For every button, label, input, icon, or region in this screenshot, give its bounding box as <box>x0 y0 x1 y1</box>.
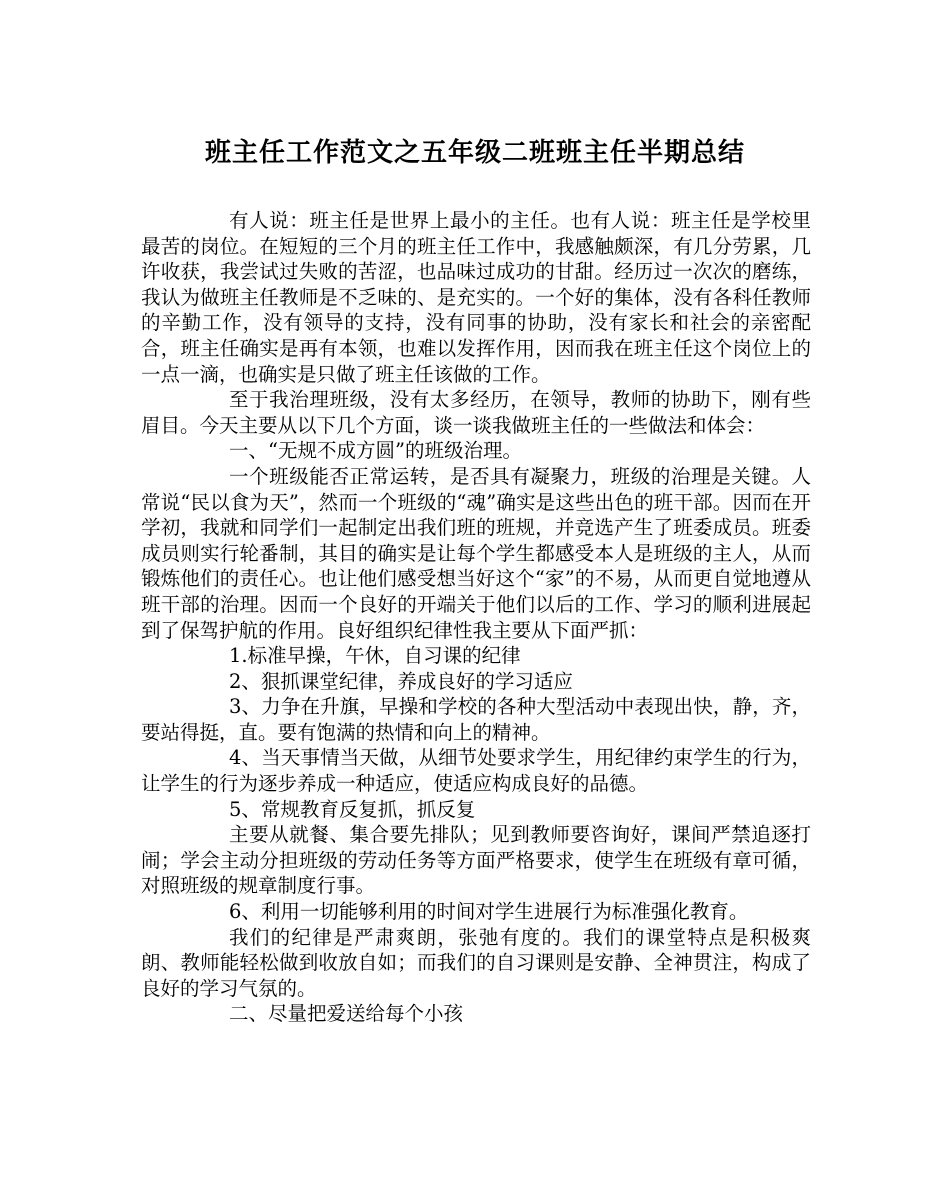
list-item: 5、常规教育反复抓，抓反复 <box>229 797 476 821</box>
section-heading: 一、“无规不成方圆”的班级治理。 <box>229 439 522 463</box>
paragraph: 主要从就餐、集合要先排队；见到教师要咨询好，课间严禁追逐打闹；学会主动分担班级的劳动任务等方面严格要求，使学生在班级有章可循，对照班级的规章制度行事。 <box>141 823 811 898</box>
paragraph: 我们的纪律是严肃爽朗，张弛有度的。我们的课堂特点是积极爽朗、教师能轻松做到收放自如；而我们的自习课则是安静、全神贯注，构成了良好的学习气氛的。 <box>141 925 811 1000</box>
paragraph: 有人说：班主任是世界上最小的主任。也有人说：班主任是学校里最苦的岗位。在短短的三个月的班主任工作中，我感触颇深，有几分劳累，几许收获，我尝试过失败的苦涩，也品味过成功的甘甜。经历过一次次的磨练，我认为做班主任教师是不乏味的、是充实的。一个好的集体，没有各科任教师的辛勤工作，没有领导的支持，没有同事的协助，没有家长和社会的亲密配合，班主任确实是再有本领，也难以发挥作用，因而我在班主任这个岗位上的一点一滴，也确实是只做了班主任该做的工作。 <box>141 209 811 386</box>
section-heading: 二、尽量把爱送给每个小孩 <box>229 1002 464 1026</box>
list-item: 2、狠抓课堂纪律，养成良好的学习适应 <box>229 669 573 693</box>
document-title: 班主任工作范文之五年级二班班主任半期总结 <box>204 138 745 168</box>
list-item: 3、力争在升旗，早操和学校的各种大型活动中表现出快，静，齐，要站得挺，直。要有饱满的热情和向上的精神。 <box>141 695 811 744</box>
list-item: 6、利用一切能够利用的时间对学生进展行为标准强化教育。 <box>229 900 749 924</box>
list-item: 1.标准早操，午休，自习课的纪律 <box>229 644 521 668</box>
list-item: 4、当天事情当天做，从细节处要求学生，用纪律约束学生的行为，让学生的行为逐步养成一种适应，使适应构成良好的品德。 <box>141 746 811 796</box>
document-body <box>141 208 811 1027</box>
paragraph: 至于我治理班级，没有太多经历，在领导，教师的协助下，刚有些眉目。今天主要从以下几个方面，谈一谈我做班主任的一些做法和体会： <box>141 388 811 437</box>
paragraph: 一个班级能否正常运转，是否具有凝聚力，班级的治理是关键。人常说“民以食为天”，然而一个班级的“魂”确实是这些出色的班干部。因而在开学初，我就和同学们一起制定出我们班的班规，并竞选产生了班委成员。班委成员则实行轮番制，其目的确实是让每个学生都感受本人是班级的主人，从而锻炼他们的责任心。也让他们感受想当好这个“家”的不易，从而更自觉地遵从班干部的治理。因而一个良好的开端关于他们以后的工作、学习的顺利进展起到了保驾护航的作用。良好组织纪律性我主要从下面严抓： <box>141 464 811 642</box>
